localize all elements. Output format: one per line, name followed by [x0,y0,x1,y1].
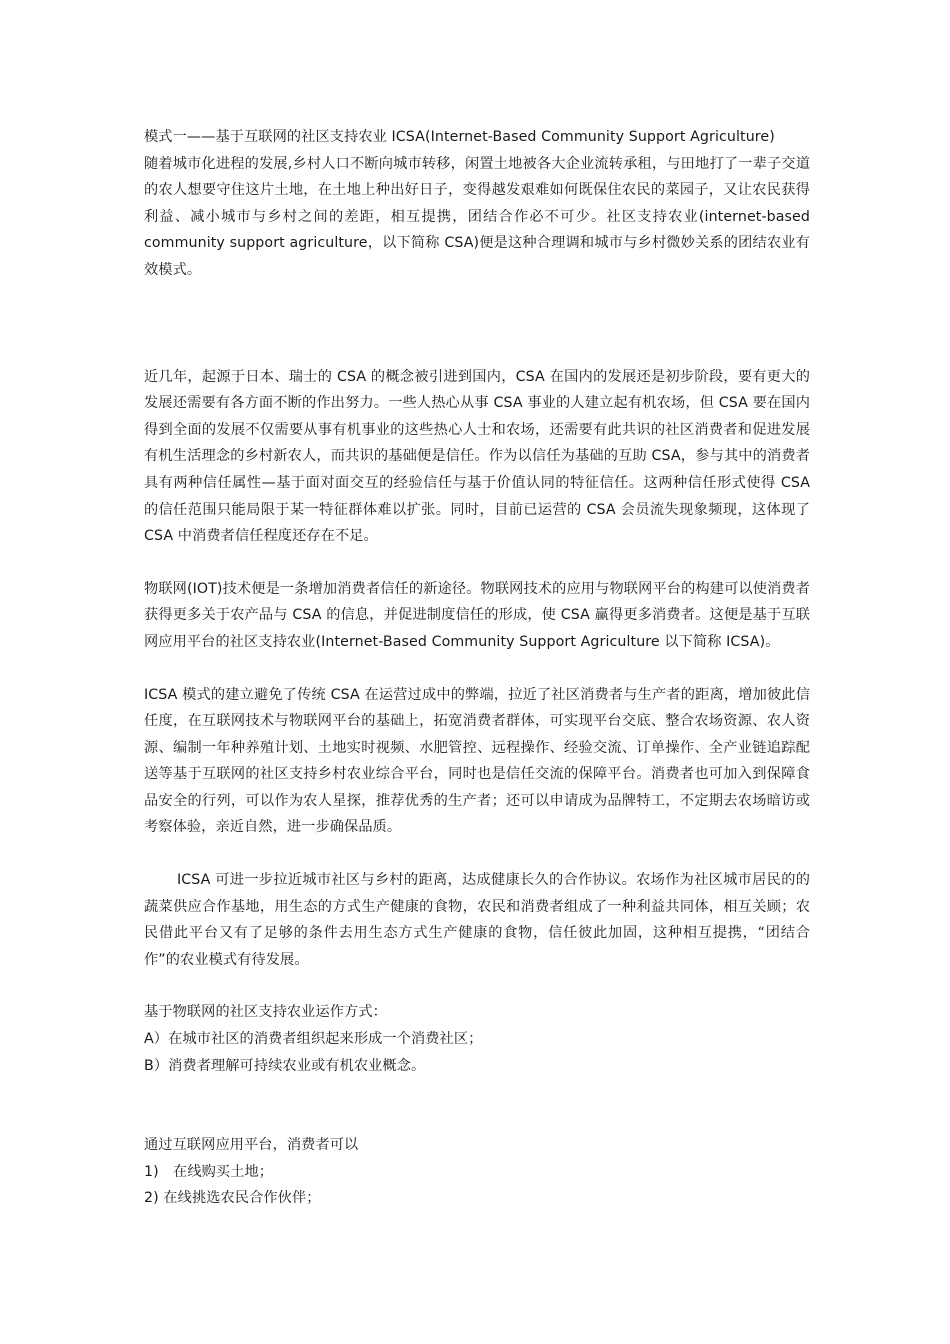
spacer [144,656,810,682]
spacer [144,841,810,867]
operations-section [144,999,810,1079]
platform-item-2: 2) 在线挑选农民合作伙伴； [144,1190,321,1207]
intro-title-line: 模式一——基于互联网的社区支持农业 ICSA(Internet-Based Community Support Agriculture) [144,129,775,145]
bridge-paragraph: ICSA 可进一步拉近城市社区与乡村的距离，达成健康长久的合作协议。农场作为社区城市居民的的蔬菜供应合作基地，用生态的方式生产健康的食物，农民和消费者组成了一种利益共同体，相互关顾；农民借此平台又有了足够的条件去用生态方式生产健康的食物，信任彼此加固，这种相互提携，“团结合作”的农业模式有待发展。 [144,872,810,968]
platform-section [144,1132,810,1212]
spacer [144,973,810,999]
document-page [144,124,810,1212]
platform-heading: 通过互联网应用平台，消费者可以 [144,1137,359,1154]
intro-paragraph [144,124,810,284]
spacer [144,550,810,576]
csa-paragraph: 近几年，起源于日本、瑞士的 CSA 的概念被引进到国内，CSA 在国内的发展还是初步阶段，要有更大的发展还需要有各方面不断的作出努力。一些人热心从事 CSA 事业的人建立起有机农场，但 CSA 要在国内得到全面的发展不仅需要从事有机事业的这些热心人士和农场，还需要有此共识的社区消费者和促进发展有机生活理念的乡村新农人，而共识的基础便是信任。作为以信任为基础的互助 CSA，参与其中的消费者具有两种信任属性—基于面对面交互的经验信任与基于价值认同的特征信任。这两种信任形式使得 CSA 的信任范围只能局限于某一特征群体难以扩张。同时，目前已运营的 CSA 会员流失现象频现，这体现了 CSA 中消费者信任程度还存在不足。 [144,368,810,545]
platform-item-1: 1) 在线购买土地； [144,1163,274,1180]
operations-item-a: A）在城市社区的消费者组织起来形成一个消费社区； [144,1031,483,1048]
spacer [144,284,810,364]
operations-item-b: B）消费者理解可持续农业或有机农业概念。 [144,1057,426,1074]
iot-paragraph: 物联网(IOT)技术便是一条增加消费者信任的新途径。物联网技术的应用与物联网平台的构建可以使消费者获得更多关于农产品与 CSA 的信息，并促进制度信任的形成，使 CSA 赢得更多消费者。这便是基于互联网应用平台的社区支持农业(Internet-Based Community Support Agriculture 以下简称 ICSA)。 [144,580,810,650]
spacer [144,1079,810,1132]
intro-body: 随着城市化进程的发展,乡村人口不断向城市转移，闲置土地被各大企业流转承租，与田地打了一辈子交道的农人想要守住这片土地，在土地上种出好日子，变得越发艰难如何既保住农民的菜园子，又让农民获得利益、减小城市与乡村之间的差距，相互提携，团结合作必不可少。社区支持农业(internet-based community support agriculture，以下简称 CSA)便是这种合理调和城市与乡村微妙关系的团结农业有效模式。 [144,155,810,278]
icsa-paragraph: ICSA 模式的建立避免了传统 CSA 在运营过成中的弊端，拉近了社区消费者与生产者的距离，增加彼此信任度，在互联网技术与物联网平台的基础上，拓宽消费者群体，可实现平台交底、整合农场资源、农人资源、编制一年种养殖计划、土地实时视频、水肥管控、远程操作、经验交流、订单操作、全产业链追踪配送等基于互联网的社区支持乡村农业综合平台，同时也是信任交流的保障平台。消费者也可加入到保障食品安全的行列，可以作为农人星探，推荐优秀的生产者；还可以申请成为品牌特工，不定期去农场暗访或考察体验，亲近自然，进一步确保品质。 [144,686,810,836]
operations-heading: 基于物联网的社区支持农业运作方式： [144,1004,387,1021]
